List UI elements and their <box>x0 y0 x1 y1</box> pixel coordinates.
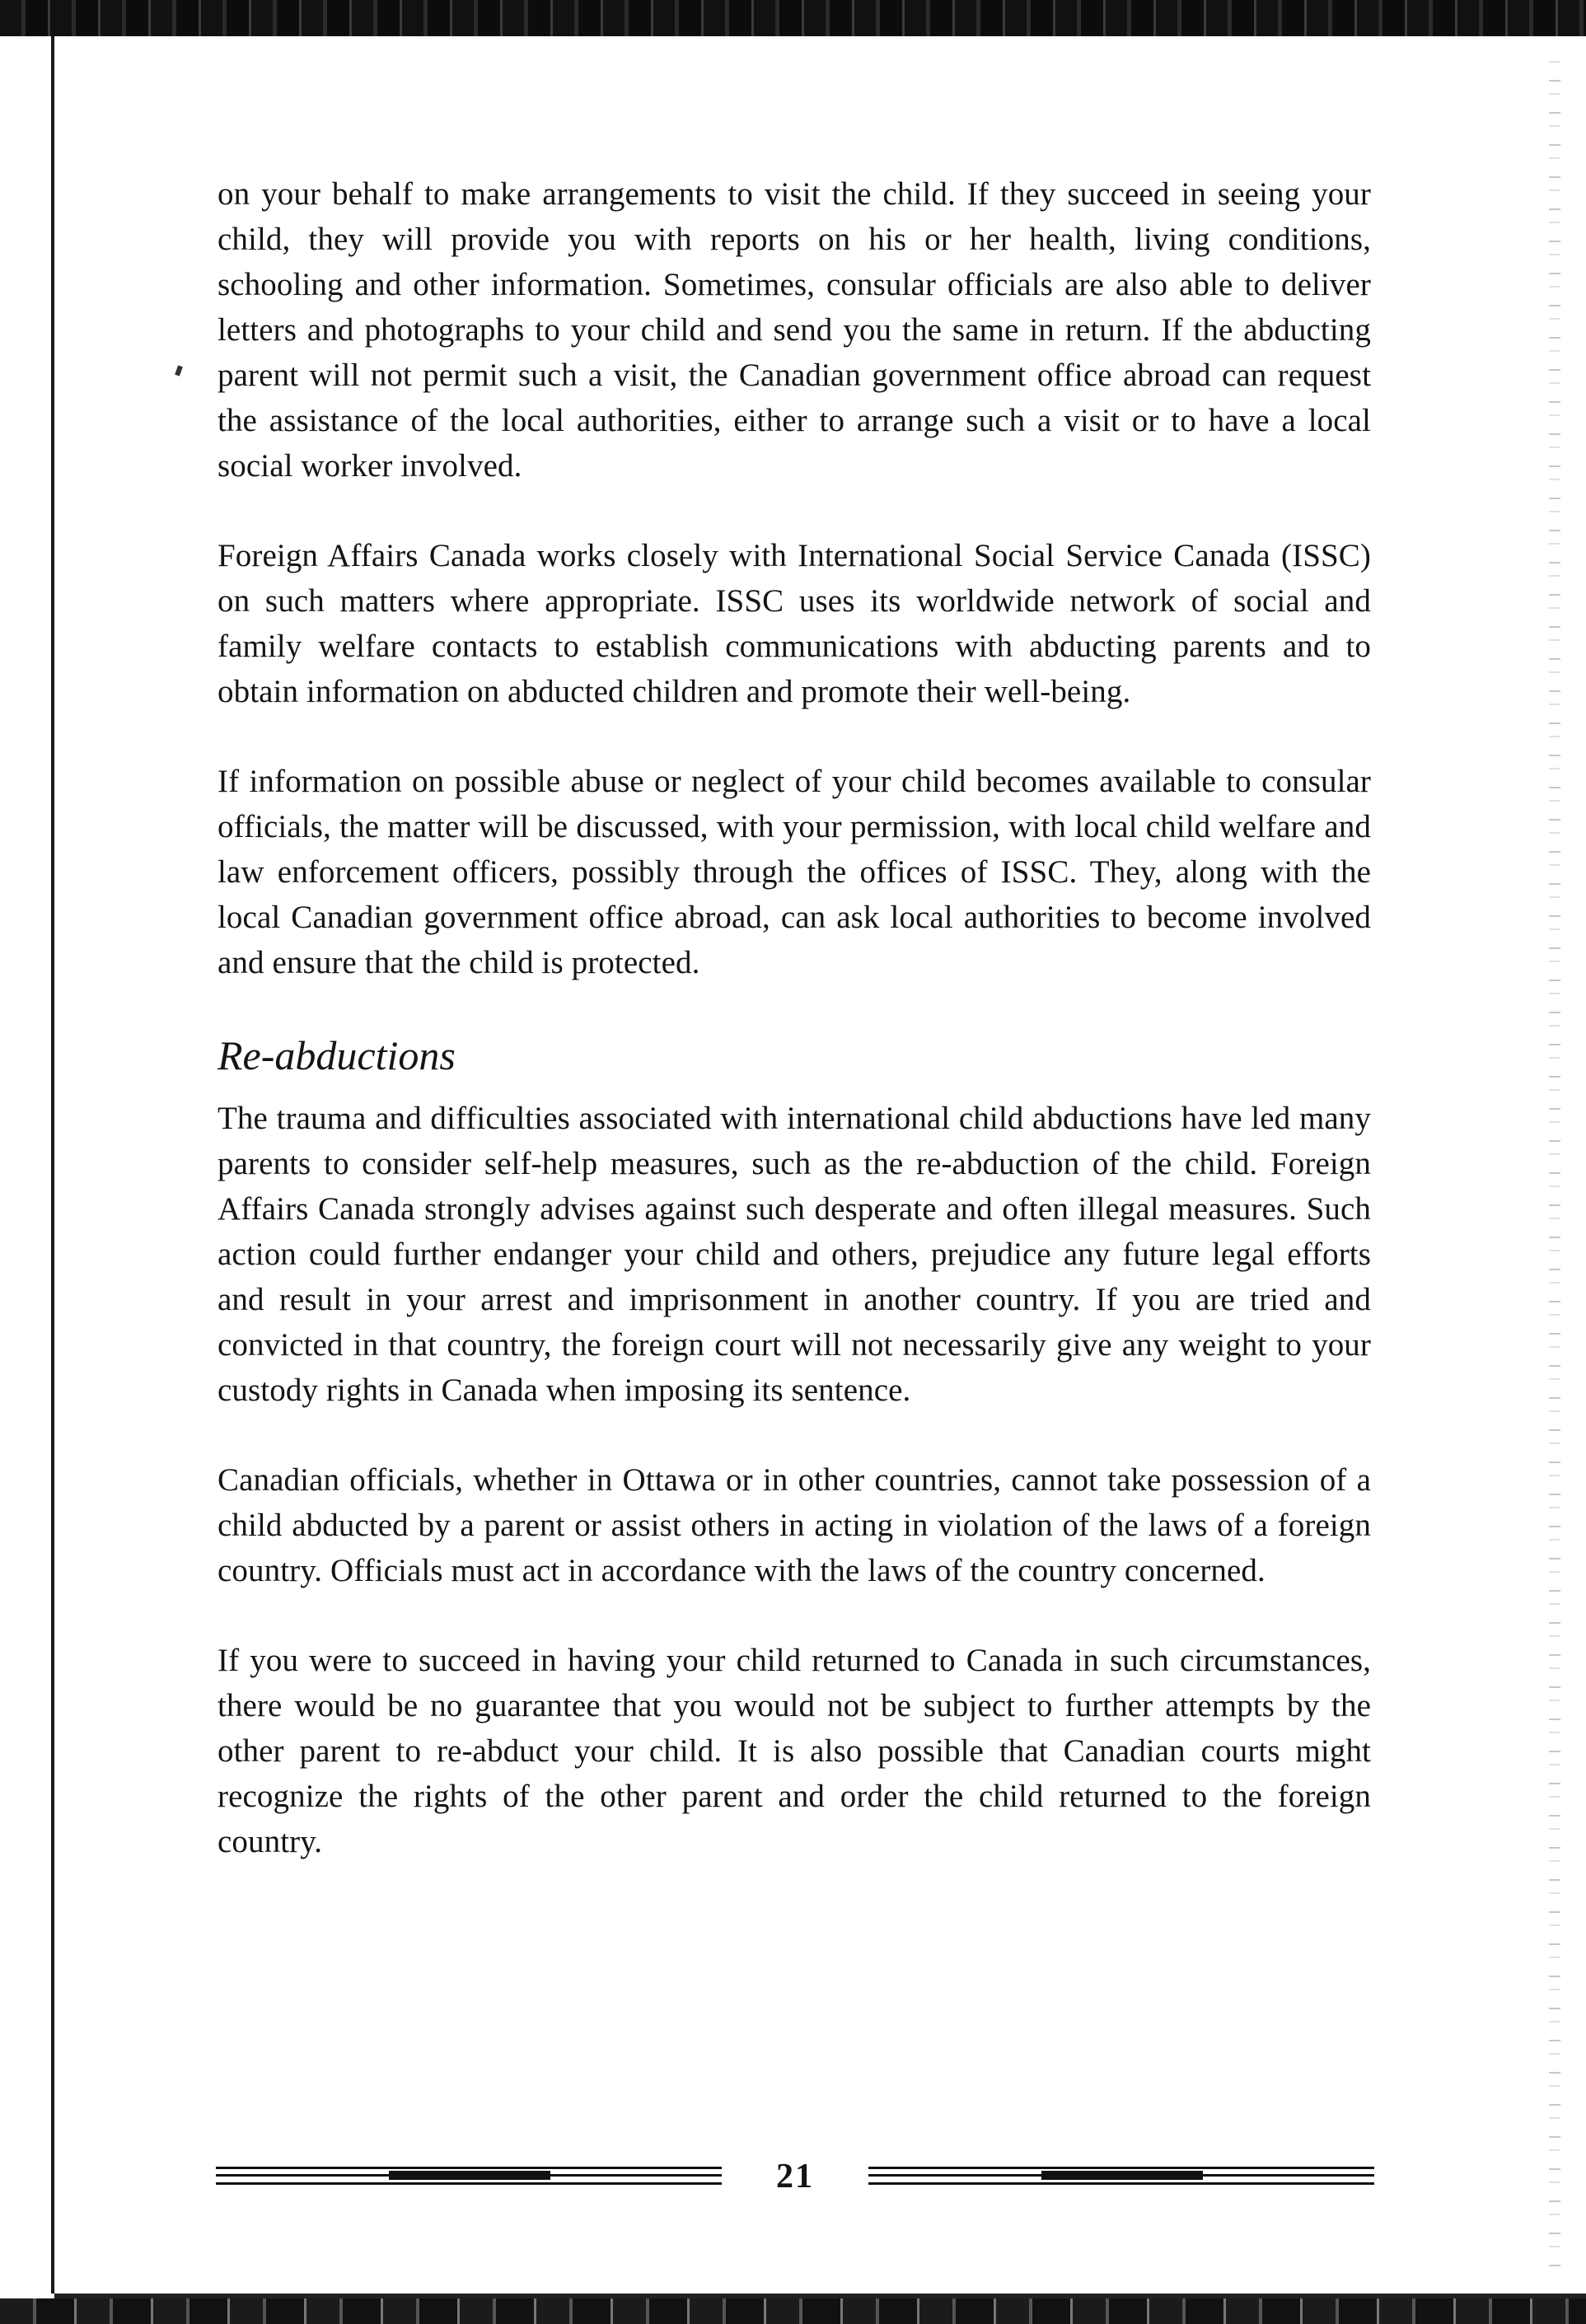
page-number: 21 <box>776 2158 814 2195</box>
body-paragraph: If you were to succeed in having your child returned to Canada in such circumstances, there would be no guarantee that you would not be subject to further attempts by the other parent to re-abduct your child. It is also possible that Canadian courts might recognize the rights of the other parent and order the child returned to the foreign country. <box>218 1643 1371 1859</box>
margin-mark <box>175 365 183 376</box>
body-paragraph: The trauma and difficulties associated with international child abductions have led many parents to consider self-help measures, such as the re-abduction of the child. Foreign Affairs Canada strongly advises against such desperate and often illegal measures. Such action could further endanger your child and others, prejudice any future legal efforts and result in your arrest and imprisonment in another country. If you are tried and convicted in that country, the foreign court will not necessarily give any weight to your custody rights in Canada when imposing its sentence. <box>218 1101 1371 1408</box>
body-paragraph: on your behalf to make arrangements to visit the child. If they succeed in seeing your child, they will provide you with reports on his or her health, living conditions, schooling and other information. Sometimes, consular officials are also able to deliver letters and photographs to your child and send you the same in return. If the abducting parent will not permit such a visit, the Canadian government office abroad can request the assistance of the local authorities, either to arrange such a visit or to have a local social worker involved. <box>218 176 1371 484</box>
scan-edge-right <box>1549 49 1560 2274</box>
page-body <box>218 171 1371 1909</box>
section-heading: Re-abductions <box>218 1032 456 1078</box>
body-paragraph: Foreign Affairs Canada works closely with International Social Service Canada (ISSC) on such matters where appropriate. ISSC uses its worldwide network of social and family welfare contacts to establish communications with abducting parents and to obtain information on abducted children and promote their well-being. <box>218 538 1371 709</box>
scan-border-top <box>0 0 1586 36</box>
page-footer <box>216 2160 1374 2193</box>
body-paragraph: If information on possible abuse or neglect of your child becomes available to consular officials, the matter will be discussed, with your permission, with local child welfare and law enforcement officers, possibly through the offices of ISSC. They, along with the local Canadian government office abroad, can ask local authorities to become involved and ensure that the child is protected. <box>218 764 1371 980</box>
footer-rule-left <box>216 2167 722 2185</box>
footer-rule-right <box>868 2167 1374 2185</box>
scan-border-left <box>51 36 54 2294</box>
scan-border-bottom <box>0 2298 1586 2324</box>
body-paragraph: Canadian officials, whether in Ottawa or in other countries, cannot take possession of a child abducted by a parent or assist others in acting in violation of the laws of a foreign country. Officials must act in accordance with the laws of the country concerned. <box>218 1462 1371 1588</box>
